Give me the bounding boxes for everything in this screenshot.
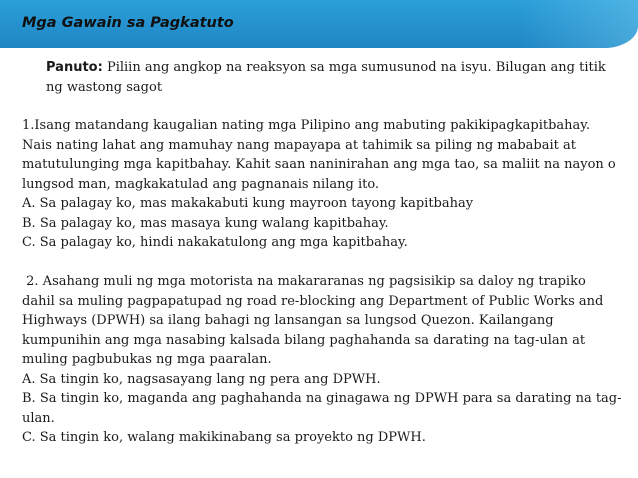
item2-choice-c: C. Sa tingin ko, walang makikinabang sa proyekto ng DPWH. [22,430,426,445]
item1-choice-c: C. Sa palagay ko, hindi nakakatulong ang mga kapitbahay. [22,235,408,250]
item1-choice-b: B. Sa palagay ko, mas masaya kung walang kapitbahay. [22,215,389,231]
instructions-label: Panuto: [46,60,103,75]
item1-paragraph: 1.Isang matandang kaugalian nating mga Pilipino ang mabuting pakikipagkapitbahay. Nais nating lahat ang mamuhay nang mapayapa at tahimik sa piling ng mababait at matutulunging mga kapitbahay. Kahit saan naninirahan ang mga tao, sa maliit na nayon o lungsod man, magkakatulad ang pagnanais nilang ito. [22,118,616,192]
title-banner [0,0,638,48]
question-body [22,116,622,448]
item1-choice-a: A. Sa palagay ko, mas makakabuti kung mayroon tayong kapitbahay [22,196,474,211]
spacer [22,253,622,273]
instructions [46,58,606,97]
item2-choice-a: A. Sa tingin ko, nagsasayang lang ng pera ang DPWH. [22,371,381,387]
item2-choice-b: B. Sa tingin ko, maganda ang paghahanda na ginagawa ng DPWH para sa darating na tag-ulan. [22,391,622,426]
instructions-text: Piliin ang angkop na reaksyon sa mga sumusunod na isyu. Bilugan ang titik ng wastong sagot [46,60,606,95]
slide-title: Mga Gawain sa Pagkatuto [22,15,234,31]
item2-paragraph-text: 2. Asahang muli ng mga motorista na makararanas ng pagsisikip sa daloy ng trapiko dahil sa muling pagpapatupad ng road re-blocking ang Department of Public Works and Highways (DPWH) sa ilang bahagi ng lansangan sa lungsod Quezon. Kailangang kumpunihin ang mga nasabing kalsada bilang paghahanda sa darating na tag-ulan at muling pagbubukas ng mga paaralan. [22,274,604,367]
item2-paragraph [22,272,622,370]
